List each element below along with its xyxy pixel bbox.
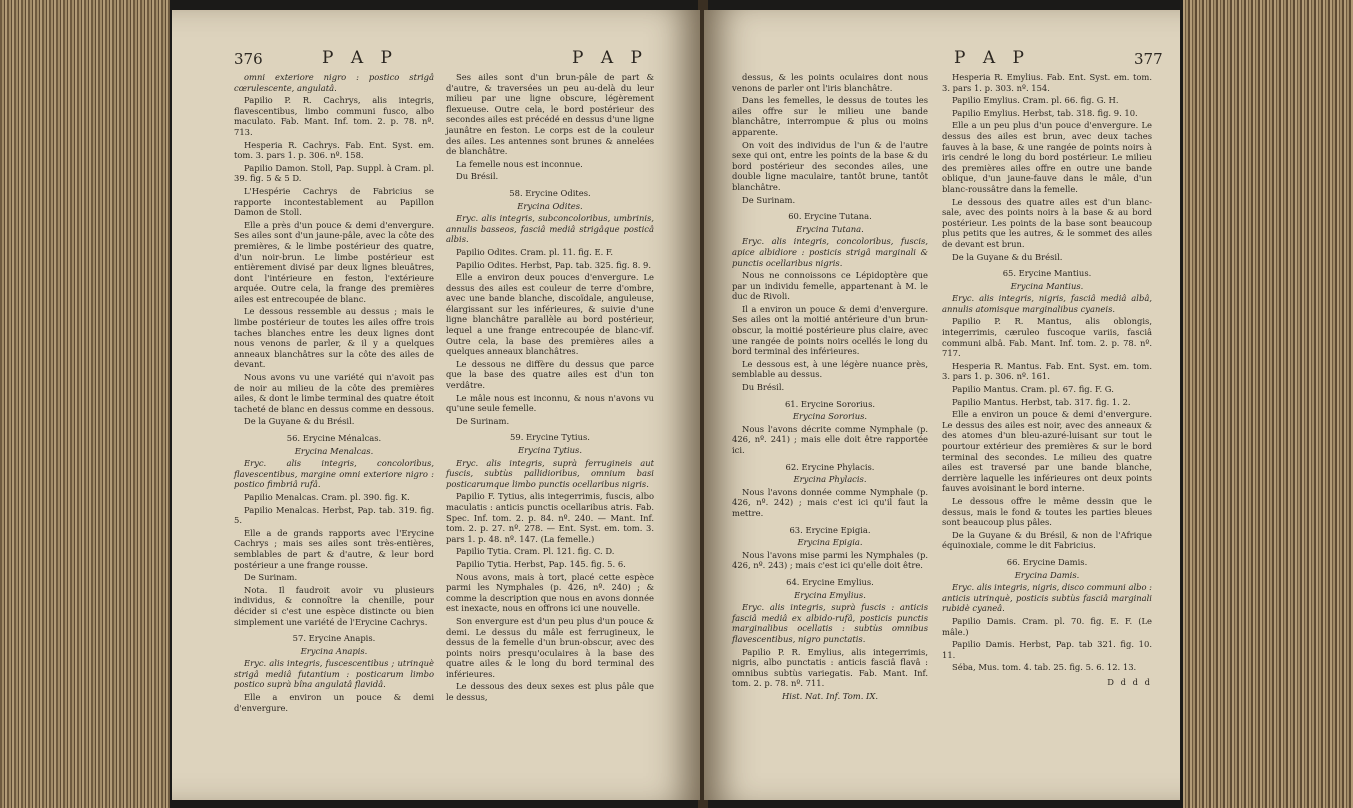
paragraph: De la Guyane & du Brésil, & non de l'Afrique équinoxiale, comme le dit Fabricius. xyxy=(942,529,1152,551)
paragraph: Elle a environ un pouce & demi d'envergure. Le dessus des ailes est noir, avec des anneaux & des atomes d'un bleu-azuré-luisant sur tout le pourtour extérieur des premières & sur le bord terminal des secondes. Le milieu des quatre ailes est traversé par une bande blanche, derrière laquelle les inférieures ont deux points fauves avoisinant le bord interne. xyxy=(942,409,1152,494)
species-heading: 64. Erycine Emylius. xyxy=(786,576,874,587)
left-column-2 xyxy=(446,72,654,705)
paragraph: Papilio P. R. Cachrys, alis integris, flavescentibus, limbo communi fusco, albo maculato. Fab. Mant. Inf. tom. 2. p. 78. nº. 713. xyxy=(234,95,434,137)
paragraph: Elle a un peu plus d'un pouce d'envergure. Le dessus des ailes est brun, avec deux taches fauves à la base, & une rangée de points noirs à iris cendré le long du bord postérieur. Le milieu des premières ailes offre en outre une bande oblique, d'un jaune-fauve dans le mâle, d'un blanc-roussâtre dans la femelle. xyxy=(942,120,1152,194)
paragraph: Papilio Menalcas. Cram. pl. 390. fig. K. xyxy=(244,491,410,502)
paragraph: Ses ailes sont d'un brun-pâle de part & d'autre, & traversées un peu au-delà du leur milieu par une ligne obscure, légèrement flexueuse. Outre cela, le bord postérieur des secondes ailes est précédé en dessus d'une ligne jaunâtre en feston. Le corps est de la couleur des ailes. Les antennes sont brunes & annelées de blanchâtre. xyxy=(446,72,654,157)
left-column-1 xyxy=(234,72,434,715)
paragraph: Nous ne connoissons ce Lépidoptère que par un individu femelle, appartenant à M. le duc de Rivoli. xyxy=(732,270,928,302)
paragraph: Eryc. alis integris, subconcoloribus, umbrinis, annulis basseos, fasciâ mediâ strigâque posticâ albis. xyxy=(446,213,654,245)
paragraph: Papilio Damis. Herbst, Pap. tab 321. fig. 10. 11. xyxy=(942,639,1152,660)
paragraph: Papilio Tytia. Herbst, Pap. 145. fig. 5. 6. xyxy=(456,558,626,569)
paragraph: Papilio Tytia. Cram. Pl. 121. fig. C. D. xyxy=(456,546,615,557)
species-latin-name: Erycina Odites. xyxy=(517,200,583,211)
paragraph: Le dessous offre le même dessin que le dessus, mais le fond & toutes les parties bleues sont beaucoup plus pâles. xyxy=(942,495,1152,528)
paragraph: Eryc. alis integris, fuscescentibus ; utrinquè strigâ mediâ futantium : posticarum limbo postico suprà bîna angulatâ flavidâ. xyxy=(234,658,434,690)
paragraph: De Surinam. xyxy=(742,194,796,205)
species-heading: 57. Erycine Anapis. xyxy=(292,633,376,644)
paragraph: Dans les femelles, le dessus de toutes les ailes offre sur le milieu une bande blanchâtre, interrompue & plus ou moins apparente. xyxy=(732,95,928,137)
paragraph: Eryc. alis integris, nigris, disco communi albo : anticis utrinquè, posticis subtùs fasciâ marginali rubidè cyaneâ. xyxy=(942,582,1153,614)
paragraph: Elle a de grands rapports avec l'Erycine Cachrys ; mais ses ailes sont très-entières, semblables de part & d'autre, & leur bord postérieur a une frange rousse. xyxy=(234,527,434,570)
paragraph: Elle a environ deux pouces d'envergure. Le dessus des ailes est couleur de terre d'ombre, avec une bande blanche, discoïdale, anguleuse, élargissant sur les inférieures, & suivie d'une ligne blanchâtre parallèle au bord postérieur, lequel a une frange entrecoupée de blanc-vif. Outre cela, la base des premières ailes a quelques anneaux blanchâtres. xyxy=(446,272,654,357)
book-edge-left xyxy=(0,0,170,808)
paragraph: On voit des individus de l'un & de l'autre sexe qui ont, entre les points de la base & du bord postérieur des secondes ailes, une double ligne maculaire, tantôt brune, tantôt blanchâtre. xyxy=(732,139,928,192)
species-heading: 56. Erycine Ménalcas. xyxy=(286,433,382,443)
species-latin-name: Erycina Tytius. xyxy=(518,445,582,455)
right-page xyxy=(704,10,1180,800)
paragraph: De Surinam. xyxy=(244,572,298,583)
left-page xyxy=(172,10,700,800)
paragraph: Il a environ un pouce & demi d'envergure. Ses ailes ont la moitié antérieure d'un brun-obscur, la moitié postérieure plus claire, avec une rangée de points noirs ocellés le long du bord terminal des inférieures. xyxy=(732,303,928,357)
species-latin-name: Erycina Mantius. xyxy=(1010,280,1084,291)
paragraph: Eryc. alis integris, suprà fuscis : anticis fasciâ mediâ ex albido-rufâ, posticis punctis marginalibus ocellatis : subtùs omnibus flavescentibus, nigro punctatis. xyxy=(732,602,928,644)
paragraph: Eryc. alis integris, concoloribus, flavescentibus, margine omni exteriore nigro : postico fimbriâ rufâ. xyxy=(234,458,434,490)
paragraph: Hesperia R. Cachrys. Fab. Ent. Syst. em. tom. 3. pars 1. p. 306. nº. 158. xyxy=(234,139,434,161)
paragraph: Le dessous des quatre ailes est d'un blanc-sale, avec des points noirs à la base & au bord postérieur. Les points de la base sont beaucoup plus petits que les autres, & le sommet des ailes de devant est brun. xyxy=(942,196,1152,249)
species-latin-name: Erycina Phylacis. xyxy=(793,474,867,485)
footer-volume-title: Hist. Nat. Inf. Tom. IX. xyxy=(782,690,878,701)
species-latin-name: Erycina Tutana. xyxy=(796,223,864,234)
paragraph: Nous avons vu une variété qui n'avoit pas de noir au milieu de la côte des premières ailes, & dont le limbe terminal des quatre étoit tacheté de blanc en dessus comme en dessous. xyxy=(234,372,434,414)
species-latin-name: Erycina Emylius. xyxy=(794,589,866,600)
paragraph: Nous l'avons donnée comme Nymphale (p. 426, nº. 242) ; mais c'est ici qu'il faut la mettre. xyxy=(732,486,928,518)
paragraph: Nota. Il faudroit avoir vu plusieurs individus, & connoître la chenille, pour décider si c'est une espèce distincte ou bien simplement une variété de l'Erycine Cachrys. xyxy=(234,584,434,627)
paragraph: Le mâle nous est inconnu, & nous n'avons vu qu'une seule femelle. xyxy=(446,392,654,414)
species-heading: 61. Erycine Sororius. xyxy=(784,398,876,409)
species-latin-name: Erycina Damis. xyxy=(1014,569,1080,580)
paragraph: Papilio Emylius. Herbst, tab. 318. fig. 9. 10. xyxy=(952,107,1138,118)
paragraph: Papilio Emylius. Cram. pl. 66. fig. G. H. xyxy=(952,95,1119,106)
paragraph: Le dessous des deux sexes est plus pâle que le dessus, xyxy=(446,681,654,703)
paragraph: Nous l'avons décrite comme Nymphale (p. 426, nº. 241) ; mais elle doit être rapportée ici. xyxy=(732,423,928,455)
species-heading: 66. Erycine Damis. xyxy=(1006,556,1088,567)
paragraph: Papilio Damis. Cram. pl. 70. fig. E. F. (Le mâle.) xyxy=(942,615,1152,637)
right-column-2 xyxy=(942,72,1152,687)
species-latin-name: Erycina Anapis. xyxy=(300,645,368,656)
paragraph: Papilio Mantus. Herbst, tab. 317. fig. 1. 2. xyxy=(952,396,1131,407)
paragraph: De Surinam. xyxy=(456,415,510,426)
species-latin-name: Erycina Menalcas. xyxy=(294,445,374,456)
paragraph: dessus, & les points oculaires dont nous venons de parler ont l'iris blanchâtre. xyxy=(732,72,928,93)
paragraph: Nous avons, mais à tort, placé cette espèce parmi les Nymphales (p. 426, nº. 240) ; & comme la description que nous en avons donnée est inexacte, nous en offrons ici une nouvelle. xyxy=(446,571,654,614)
paragraph: Papilio Odites. Cram. pl. 11. fig. E. F. xyxy=(456,246,614,257)
book-edge-right xyxy=(1183,0,1353,808)
paragraph: Du Brésil. xyxy=(742,382,785,393)
paragraph: Nous l'avons mise parmi les Nymphales (p. 426, nº. 243) ; mais c'est ici qu'elle doit être. xyxy=(732,549,928,571)
paragraph: Le dessous ne diffère du dessus que parce que la base des quatre ailes est d'un ton verdâtre. xyxy=(446,358,654,391)
paragraph: Du Brésil. xyxy=(456,171,499,182)
paragraph: Hesperia R. Mantus. Fab. Ent. Syst. em. tom. 3. pars 1. p. 306. nº. 161. xyxy=(942,360,1152,382)
paragraph: Le dessous est, à une légère nuance près, semblable au dessus. xyxy=(732,358,928,380)
species-heading: 65. Erycine Mantius. xyxy=(1002,268,1092,279)
page-number-right: 377 xyxy=(1134,50,1163,68)
running-head-left-2: P A P xyxy=(572,48,648,68)
paragraph: Papilio Damon. Stoll, Pap. Suppl. à Cram. pl. 39. fig. 5 & 5 D. xyxy=(234,162,434,184)
running-head-right: P A P xyxy=(954,48,1030,68)
species-latin-name: Erycina Sororius. xyxy=(792,411,868,422)
paragraph: Elle a près d'un pouce & demi d'envergure. Ses ailes sont d'un jaune-pâle, avec la côte des premières, & le limbe postérieur des quatre, d'un noir-brun. Le limbe postérieur est entièrement divisé par deux lignes bleuâtres, dont l'intérieure en feston, l'extérieure arquée. Outre cela, la frange des premières ailes est entrecoupée de blanc. xyxy=(234,219,434,304)
paragraph: Papilio P. R. Emylius, alis integerrimis, nigris, albo punctatis : anticis fasciâ flavâ : omnibus subtùs variegatis. Fab. Mant. Inf. tom. 2. p. 78. nº. 711. xyxy=(732,646,928,689)
species-heading: 59. Erycine Tytius. xyxy=(510,432,590,443)
paragraph: Séba, Mus. tom. 4. tab. 25. fig. 5. 6. 12. 13. xyxy=(952,662,1137,673)
paragraph: De la Guyane & du Brésil. xyxy=(244,416,355,427)
signature-mark: D d d d xyxy=(1107,676,1152,687)
paragraph: Elle a environ un pouce & demi d'envergure. xyxy=(234,692,434,713)
species-heading: 58. Erycine Odites. xyxy=(509,187,591,198)
paragraph: Papilio Odites. Herbst, Pap. tab. 325. fig. 8. 9. xyxy=(456,259,652,270)
species-heading: 63. Erycine Epigia. xyxy=(789,524,871,535)
page-number-left: 376 xyxy=(234,50,263,68)
species-heading: 62. Erycine Phylacis. xyxy=(785,461,875,472)
paragraph: Papilio Menalcas. Herbst, Pap. tab. 319. fig. 5. xyxy=(234,504,434,526)
paragraph: Papilio F. Tytius, alis integerrimis, fuscis, albo maculatis : anticis punctis ocellaribus atris. Fab. Spec. Inf. tom. 2. p. 84. nº. 240. — Mant. Inf. tom. 2. p. 27. nº. 278. — Ent. Syst. em. tom. 3. pars 1. p. 48. nº. 147. (La femelle.) xyxy=(446,491,654,544)
right-column-1 xyxy=(732,72,928,703)
paragraph: Hesperia R. Emylius. Fab. Ent. Syst. em. tom. 3. pars 1. p. 303. nº. 154. xyxy=(942,72,1152,93)
species-latin-name: Erycina Epigia. xyxy=(797,537,863,548)
paragraph: omni exteriore nigro : postico strigâ cœrulescente, angulatâ. xyxy=(234,72,434,93)
paragraph: De la Guyane & du Brésil. xyxy=(952,251,1063,262)
paragraph: Son envergure est d'un peu plus d'un pouce & demi. Le dessus du mâle est ferrugineux, le dessus de la femelle d'un brun-obscur, avec des points noirs presqu'oculaires à la base des quatre ailes & le long du bord terminal des inférieures. xyxy=(446,615,654,679)
species-heading: 60. Erycine Tutana. xyxy=(788,211,872,222)
paragraph: Eryc. alis integris, nigris, fasciâ mediâ albâ, annulis atomisque marginalibus cyaneis. xyxy=(942,293,1152,314)
running-head-left: P A P xyxy=(322,48,398,68)
paragraph: L'Hespérie Cachrys de Fabricius se rapporte incontestablement au Papillon Damon de Stoll. xyxy=(234,185,434,218)
paragraph: Le dessous ressemble au dessus ; mais le limbe postérieur de toutes les ailes offre trois taches blanches entre les deux lignes dont nous venons de parler, & il y a quelques anneaux blanchâtres sur la côte des ailes de devant. xyxy=(234,306,434,370)
paragraph: La femelle nous est inconnue. xyxy=(456,158,583,169)
paragraph: Eryc. alis integris, concoloribus, fuscis, apice albidiore : posticis strigâ marginali & punctis ocellaribus nigris. xyxy=(732,236,928,268)
paragraph: Papilio Mantus. Cram. pl. 67. fig. F. G. xyxy=(952,384,1114,395)
paragraph: Eryc. alis integris, suprà ferrugineis aut fuscis, subtùs pallidioribus, omnium basi posticarumque limbo punctis ocellaribus nigris. xyxy=(446,457,654,489)
paragraph: Papilio P. R. Mantus, alis oblongis, integerrimis, cæruleo fuscoque variis, fasciâ communi albâ. Fab. Mant. Inf. tom. 2. p. 78. nº. 717. xyxy=(942,316,1152,359)
